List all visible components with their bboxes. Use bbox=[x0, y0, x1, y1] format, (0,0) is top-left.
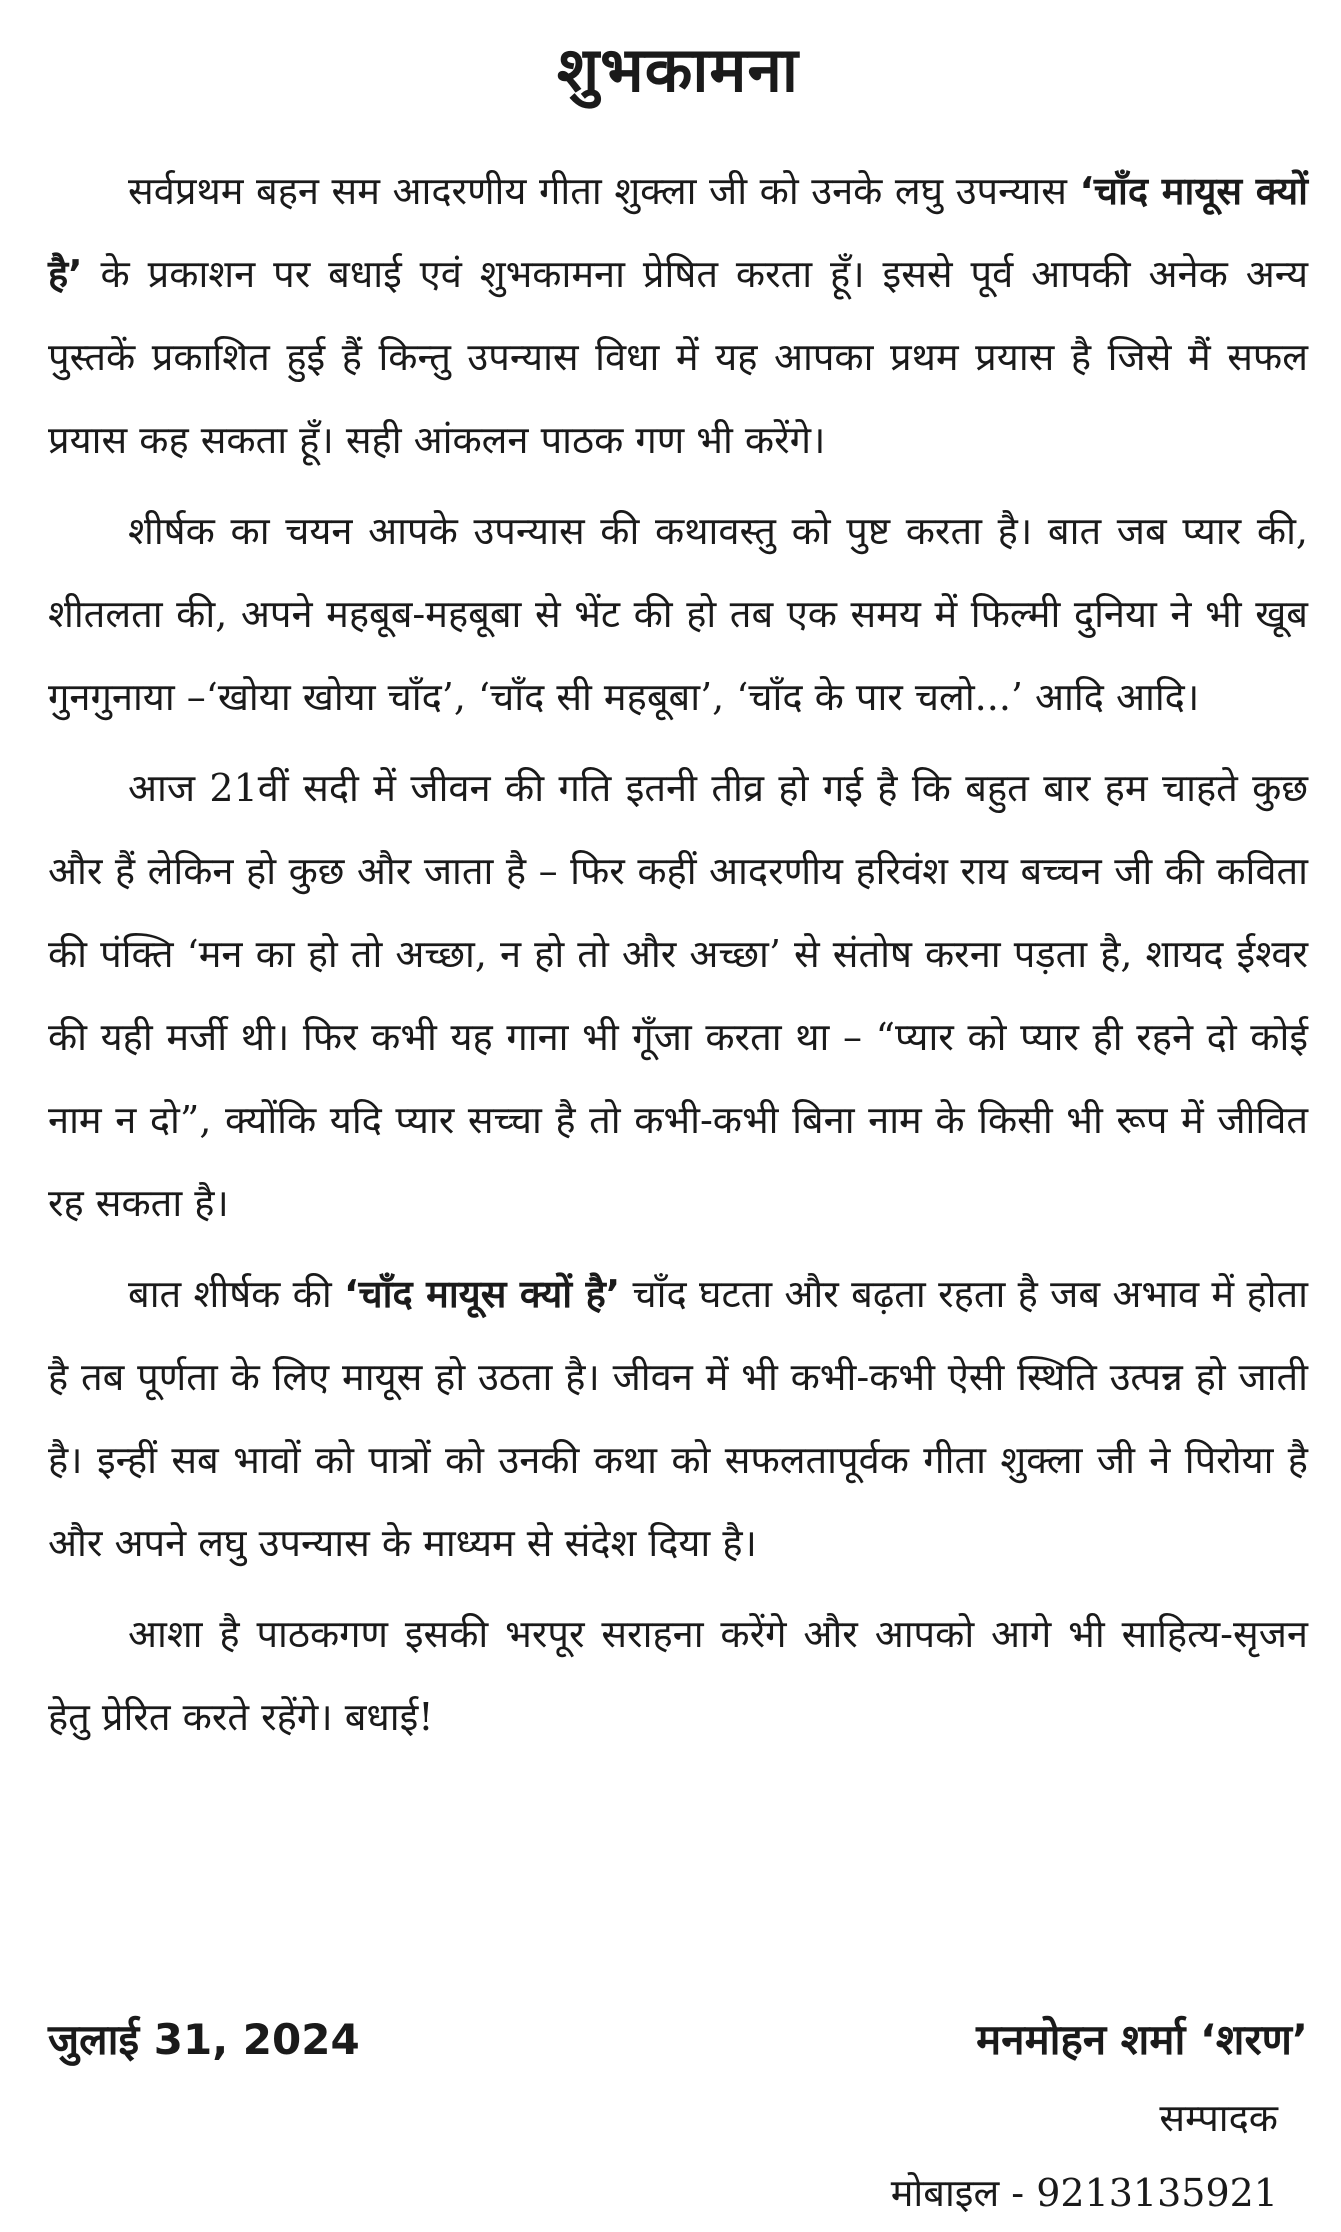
paragraph-4 bbox=[48, 1253, 1308, 1585]
paragraph-4-text-a: बात शीर्षक की bbox=[128, 1272, 345, 1316]
signatory-role: सम्पादक bbox=[1159, 2096, 1278, 2140]
paragraph-2 bbox=[48, 490, 1308, 739]
document-page bbox=[48, 0, 1308, 2232]
page-title: शुभकामना bbox=[557, 33, 799, 106]
paragraph-2-text: शीर्षक का चयन आपके उपन्यास की कथावस्तु को पुष्ट करता है। बात जब प्यार की, शीतलता की, अपने महबूब-महबूबा से भेंट की हो तब एक समय में फिल्मी दुनिया ने भी खूब गुनगुनाया –‘खोया खोया चाँद’, ‘चाँद सी महबूबा’, ‘चाँद के पार चलो...’ आदि आदि। bbox=[48, 509, 1308, 719]
paragraph-1-text-b: के प्रकाशन पर बधाई एवं शुभकामना प्रेषित करता हूँ। इससे पूर्व आपकी अनेक अन्य पुस्तकें प्रकाशित हुई हैं किन्तु उपन्यास विधा में यह आपका प्रथम प्रयास है जिसे मैं सफल प्रयास कह सकता हूँ। सही आंकलन पाठक गण भी करेंगे। bbox=[48, 252, 1308, 462]
mobile-label: मोबाइल - bbox=[890, 2171, 1037, 2215]
paragraph-3-text: आज 21वीं सदी में जीवन की गति इतनी तीव्र हो गई है कि बहुत बार हम चाहते कुछ और हैं लेकिन हो कुछ और जाता है – फिर कहीं आदरणीय हरिवंश राय बच्चन जी की कविता की पंक्ति ‘मन का हो तो अच्छा, न हो तो और अच्छा’ से संतोष करना पड़ता है, शायद ईश्वर की यही मर्जी थी। फिर कभी यह गाना भी गूँजा करता था – “प्यार को प्यार ही रहने दो कोई नाम न दो”, क्योंकि यदि प्यार सच्चा है तो कभी-कभी बिना नाम के किसी भी रूप में जीवित रह सकता है। bbox=[48, 766, 1308, 1225]
paragraph-5 bbox=[48, 1593, 1308, 1759]
paragraph-1-text-a: सर्वप्रथम बहन सम आदरणीय गीता शुक्ला जी को उनके लघु उपन्यास bbox=[128, 169, 1080, 213]
paragraph-4-text-b: चाँद घटता और बढ़ता रहता है जब अभाव में होता है तब पूर्णता के लिए मायूस हो उठता है। जीवन में भी कभी-कभी ऐसी स्थिति उत्पन्न हो जाती है। इन्हीं सब भावों को पात्रों को उनकी कथा को सफलतापूर्वक गीता शुक्ला जी ने पिरोया है और अपने लघु उपन्यास के माध्यम से संदेश दिया है। bbox=[48, 1272, 1308, 1565]
paragraph-3 bbox=[48, 747, 1308, 1245]
mobile-contact bbox=[891, 2165, 1278, 2221]
book-title-emphasis: ‘चाँद मायूस क्यों है’ bbox=[344, 1272, 621, 1316]
mobile-number: 9213135921 bbox=[1036, 2171, 1278, 2215]
paragraph-5-text: आशा है पाठकगण इसकी भरपूर सराहना करेंगे और आपको आगे भी साहित्य-सृजन हेतु प्रेरित करते रहेंगे। बधाई! bbox=[48, 1612, 1308, 1739]
body-text bbox=[48, 150, 1308, 1759]
paragraph-1 bbox=[48, 150, 1308, 482]
book-title-emphasis: ‘चाँद मायूस क्यों है’ bbox=[48, 169, 1308, 296]
date: जुलाई 31, 2024 bbox=[48, 2015, 360, 2064]
signatory-name: मनमोहन शर्मा ‘शरण’ bbox=[976, 2015, 1308, 2064]
